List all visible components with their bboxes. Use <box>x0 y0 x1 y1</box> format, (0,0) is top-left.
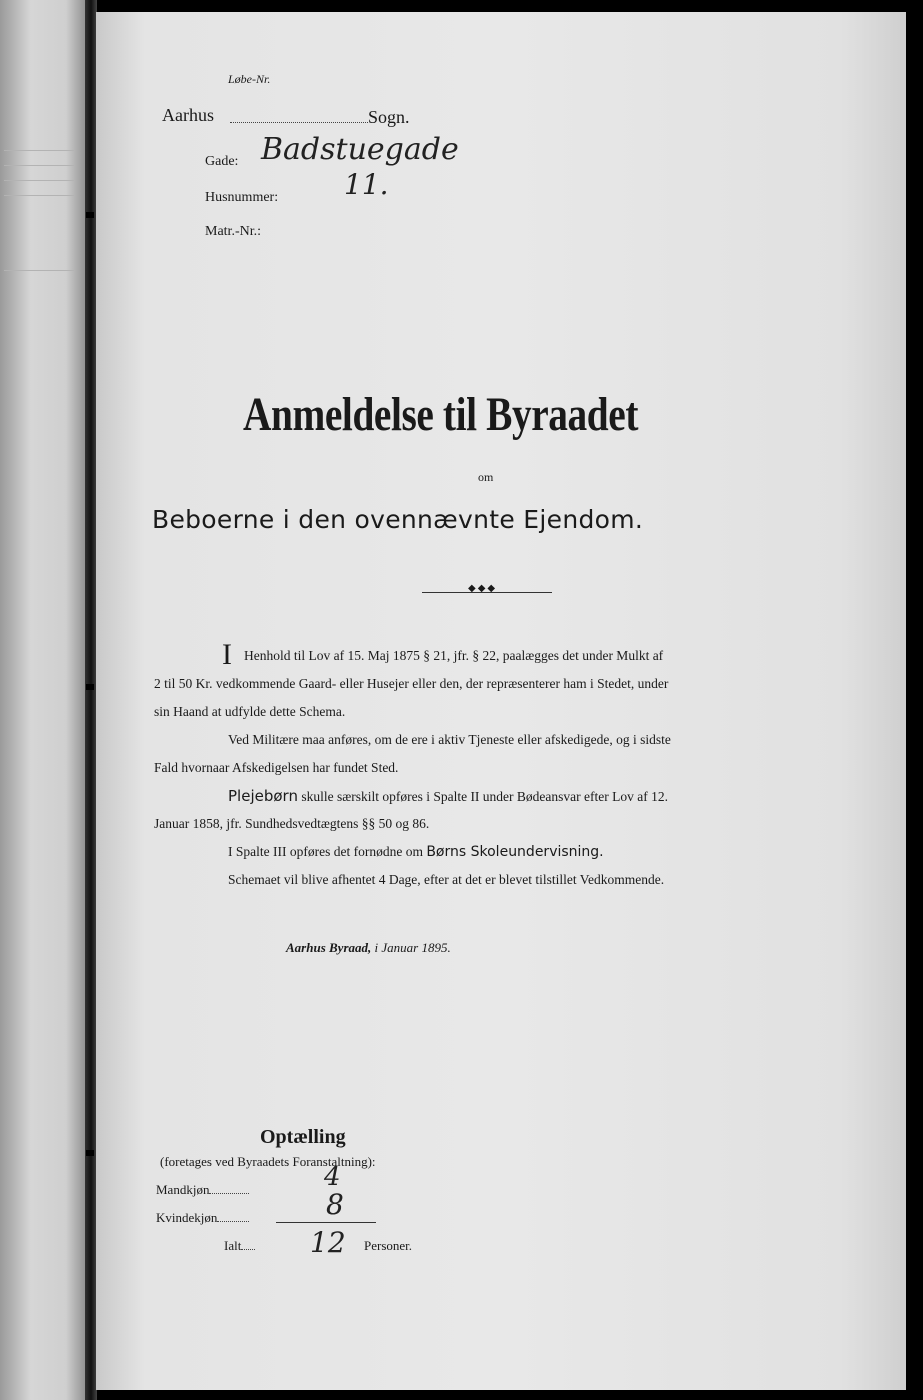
matr-label: Matr.-Nr.: <box>205 224 261 239</box>
signature-line <box>286 940 451 956</box>
mandkjon-row <box>156 1182 249 1198</box>
left-facing-page <box>0 0 88 1400</box>
paragraph-1-line-1: Henhold til Lov af 15. Maj 1875 § 21, jfr. § 22, paalægges det under Mulkt af <box>244 648 664 663</box>
paragraph-1-line-2: 2 til 50 Kr. vedkommende Gaard- eller Husejer eller den, der repræsenterer ham i Stedet, under <box>154 676 669 691</box>
mandkjon-label: Mandkjøn <box>156 1182 210 1197</box>
kvindekjon-dots <box>217 1221 249 1222</box>
ialt-label: Ialt <box>224 1238 242 1253</box>
kvindekjon-row <box>156 1210 249 1226</box>
sogn-label: Sogn. <box>368 107 410 127</box>
sum-rule <box>276 1222 376 1223</box>
plejeborn-emphasis: Plejebørn <box>228 787 298 805</box>
census-title: Optælling <box>260 1126 346 1148</box>
binding-stitch <box>86 212 94 218</box>
document-subtitle: Beboerne i den ovennævnte Ejendom. <box>152 505 644 534</box>
city-label: Aarhus <box>162 105 214 125</box>
paragraph-5: Schemaet vil blive afhentet 4 Dage, efter at det er blevet tilstillet Vedkommende. <box>228 872 665 887</box>
kvindekjon-label: Kvindekjøn <box>156 1210 218 1225</box>
sogn-fill-line <box>230 122 368 123</box>
form-page <box>96 12 906 1390</box>
mandkjon-dots <box>209 1193 249 1194</box>
paragraph-3-line-2: Januar 1858, jfr. Sundhedsvedtægtens §§ 50 og 86. <box>154 816 430 831</box>
husnummer-value: 11. <box>344 168 389 201</box>
document-title: Anmeldelse til Byraadet <box>243 388 639 441</box>
husnummer-label: Husnummer: <box>205 190 279 205</box>
paragraph-1-line-3: sin Haand at udfylde dette Schema. <box>154 704 346 719</box>
ornament-diamonds: ◆◆◆ <box>468 583 498 594</box>
paragraph-4-start: I Spalte III opføres det fornødne om <box>228 844 423 859</box>
kvindekjon-value: 8 <box>326 1188 344 1221</box>
skoleundervisning-emphasis: Børns Skoleundervisning. <box>426 844 604 860</box>
ialt-value: 12 <box>310 1226 346 1259</box>
om-label: om <box>478 470 494 484</box>
ialt-dots <box>241 1249 255 1250</box>
binding-stitch <box>86 684 94 690</box>
gade-label: Gade: <box>205 154 239 169</box>
mandkjon-value: 4 <box>324 1162 341 1192</box>
census-subtitle: (foretages ved Byraadets Foranstaltning): <box>160 1154 376 1169</box>
paragraph-2-line-1: Ved Militære maa anføres, om de ere i aktiv Tjeneste eller afskedigede, og i sidste <box>228 732 671 747</box>
signature-date: i Januar 1895. <box>374 940 451 955</box>
drop-initial: I <box>222 638 232 671</box>
signature-name: Aarhus Byraad, <box>286 940 372 955</box>
personer-label: Personer. <box>364 1238 413 1253</box>
paragraph-2-line-2: Fald hvornaar Afskedigelsen har fundet Sted. <box>154 760 399 775</box>
paragraph-3-line-1-rest: skulle særskilt opføres i Spalte II under Bødeansvar efter Lov af 12. <box>301 789 668 804</box>
ialt-row <box>224 1238 255 1254</box>
gade-value: Badstuegade <box>261 132 459 167</box>
loebe-nr-label: Løbe-Nr. <box>228 72 271 86</box>
paragraph-4 <box>228 838 604 866</box>
binding-stitch <box>86 1150 94 1156</box>
paragraph-3-line-1 <box>228 782 668 811</box>
